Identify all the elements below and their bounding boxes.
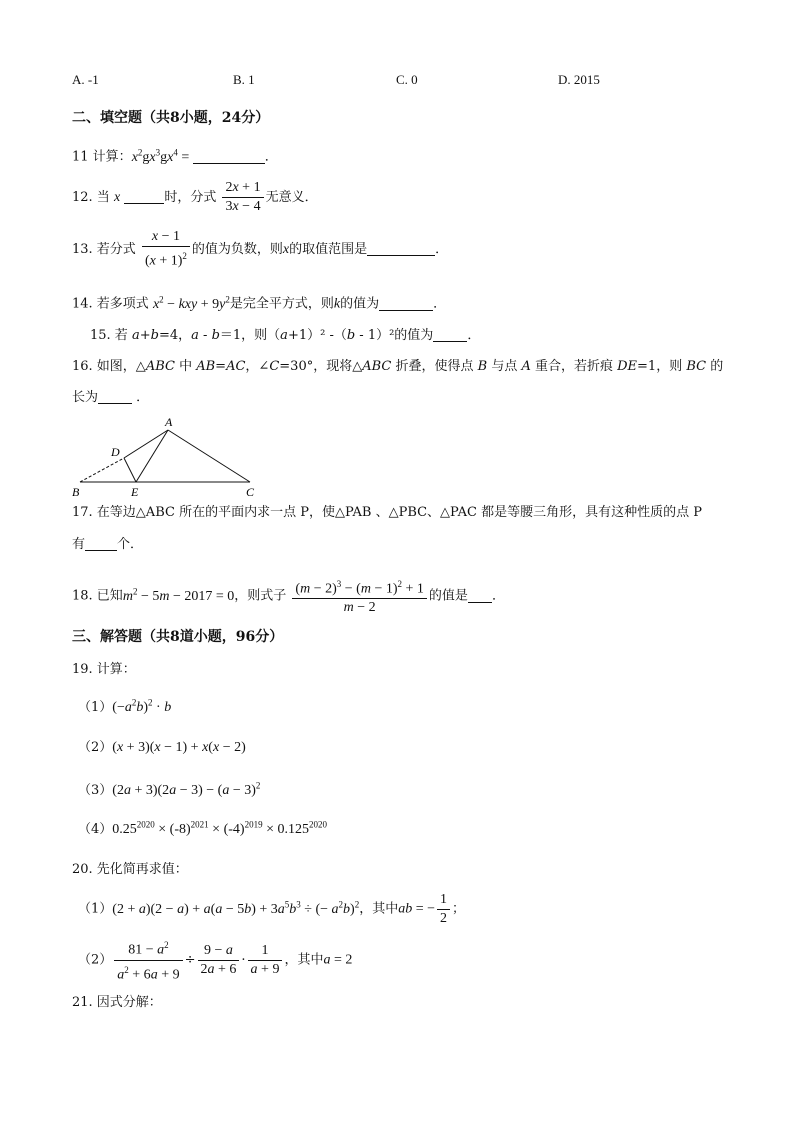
question-19: 19. 计算： — [72, 662, 136, 677]
side-ea — [136, 430, 168, 482]
question-21: 21. 因式分解： — [72, 995, 162, 1010]
side-ac — [168, 430, 250, 482]
label-e: E — [131, 485, 139, 499]
option-c: C. 0 — [396, 72, 418, 87]
question-20-part-2: （2） $\frac{81 - a^2}{a^2 + 6a + 9}$ ÷ $\frac{9 - a}{2a + 6}$ · $\frac{1}{a + 9}$ ，其中a = 2 — [78, 940, 353, 983]
question-13: 13. 若分式 $\frac{x - 1}{(x + 1)^2}$ 的值为负数，则x的取值范围是 ． — [72, 229, 449, 269]
dashed-bd — [80, 458, 124, 482]
question-16-line-1: 16. 如图，△ABC 中 AB=AC，∠C=30°，现将△ABC 折叠，使得点 B 与点 A 重合，若折痕 DE=1，则 BC 的 — [72, 359, 724, 374]
question-12: 12. 当 x 时，分式 $\frac{2x + 1}{3x - 4}$ 无意义． — [72, 180, 318, 214]
question-18: 18. 已知$m^2 - 5m - 2017 = 0$，则式子 $\frac{(m - 2)^3 - (m - 1)^2 + 1}{m - 2}$ 的值是 ． — [72, 578, 505, 616]
question-14: 14. 若多项式 $x^2$ − kxy + $9y^2$是完全平方式，则k的值为 ． — [72, 294, 447, 312]
side-da — [124, 430, 168, 458]
option-d: D. 2015 — [558, 72, 600, 87]
option-b: B. 1 — [233, 72, 255, 87]
triangle-figure — [70, 414, 270, 500]
question-17-line-1: 17. 在等边△ABC 所在的平面内求一点 P，使△PAB 、△PBC、△PAC 都是等腰三角形，具有这种性质的点 P — [72, 505, 702, 520]
question-19-part-2: （2）(x + 3)(x − 1) + x(x − 2) — [78, 740, 246, 755]
fold-crease-de — [124, 458, 136, 482]
question-16-line-2: 长为 ． — [72, 390, 150, 405]
question-11: 11 计算：$x^2gx^3gx^4$ = ． — [72, 147, 278, 165]
option-a: A. -1 — [72, 72, 99, 87]
label-b: B — [72, 485, 80, 499]
question-19-part-1: $(1)(-a^2b)^2 \cdot b$ — [78, 697, 172, 715]
section-3-title: 三、解答题（共8道小题，96分） — [72, 629, 284, 645]
label-a: A — [165, 415, 173, 429]
question-17-line-2: 有 个． — [72, 537, 144, 552]
question-20: 20. 先化简再求值： — [72, 862, 188, 877]
question-19-part-3: $(3)(2a + 3)(2a - 3) - (a - 3)^2$ — [78, 780, 261, 798]
question-19-part-4: $(4)0.25^{2020} \times (-8)^{2021} \times (-4)^{2019} \times 0.125^{2020}$ — [78, 819, 327, 837]
label-d: D — [111, 445, 120, 459]
section-2-title: 二、填空题（共8小题，24分） — [72, 110, 270, 126]
question-20-part-1: $(1)(2 + a)(2 - a) + a(a - 5b) + 3a^5b^3$ ÷ (− $a^2b)^2$，其中ab = − $\frac{1}{2}$ ； — [78, 891, 466, 926]
question-15: 15. 若 a+b=4，a - b＝1，则（a+1）² -（b - 1）²的值为 ． — [90, 328, 481, 343]
label-c: C — [246, 485, 255, 499]
